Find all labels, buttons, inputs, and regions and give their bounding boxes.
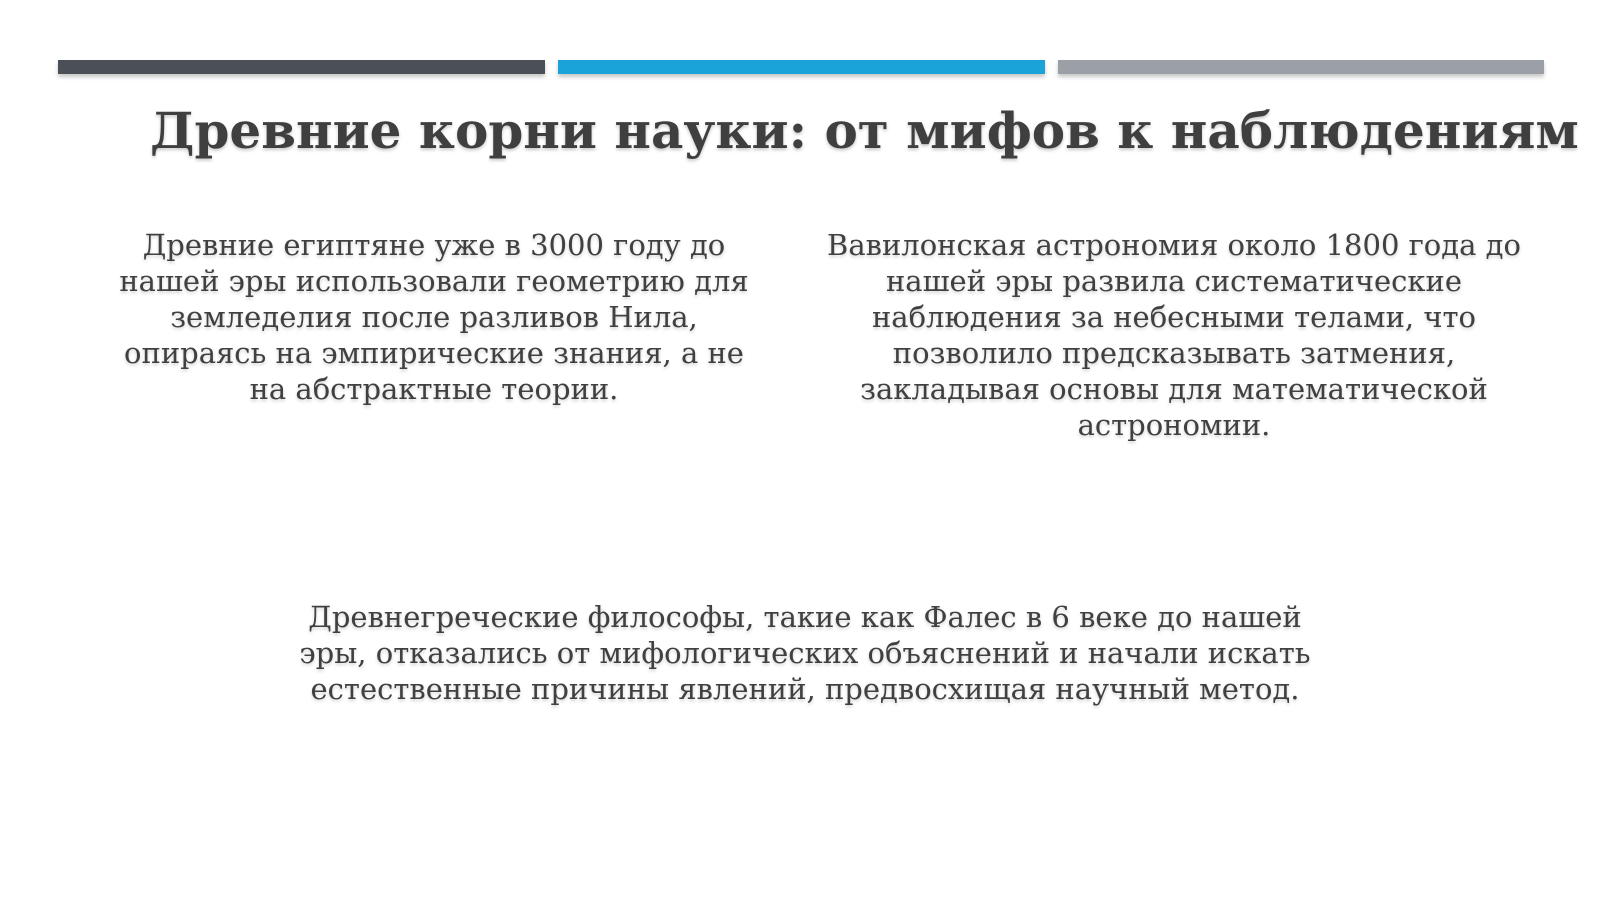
- text-line: астрономии.: [1077, 408, 1271, 442]
- text-line: опираясь на эмпирические знания, а не: [124, 336, 744, 370]
- text-line: Древнегреческие философы, такие как Фалес в 6 веке до нашей: [308, 600, 1302, 634]
- text-line: закладывая основы для математической: [860, 372, 1488, 406]
- accent-bar-gray: [1058, 60, 1544, 74]
- text-line: нашей эры использовали геометрию для: [119, 264, 749, 298]
- header-accent-bars: [58, 60, 1544, 74]
- text-line: нашей эры развила систематические: [885, 264, 1463, 298]
- text-line: на абстрактные теории.: [249, 372, 619, 406]
- egypt-text-block: [108, 227, 760, 407]
- text-line: позволило предсказывать затмения,: [892, 336, 1456, 370]
- text-line: эры, отказались от мифологических объяснений и начали искать: [299, 636, 1311, 670]
- text-line: естественные причины явлений, предвосхищая научный метод.: [310, 672, 1300, 706]
- accent-bar-dark: [58, 60, 545, 74]
- text-line: наблюдения за небесными телами, что: [871, 300, 1477, 334]
- accent-bar-blue: [558, 60, 1045, 74]
- greece-text-block: [280, 599, 1330, 707]
- text-line: Вавилонская астрономия около 1800 года до: [827, 228, 1521, 262]
- babylon-text-block: [798, 227, 1550, 443]
- slide-title: Древние корни науки: от мифов к наблюдениям: [150, 101, 1579, 160]
- text-line: земледелия после разливов Нила,: [170, 300, 698, 334]
- text-line: Древние египтяне уже в 3000 году до: [142, 228, 726, 262]
